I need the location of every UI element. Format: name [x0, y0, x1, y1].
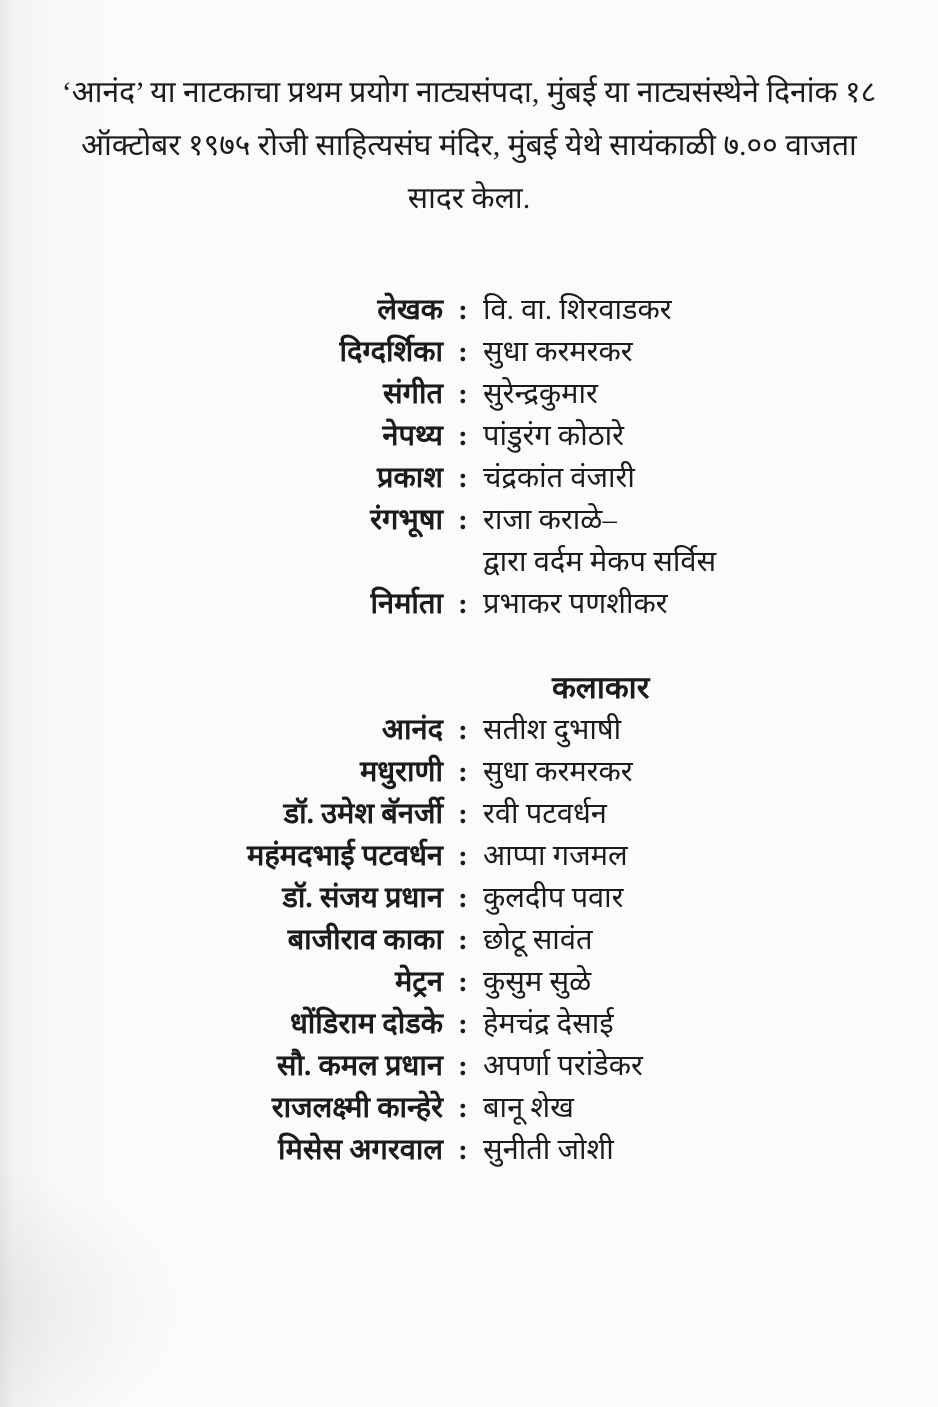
credit-role-label: प्रकाश [376, 462, 443, 494]
cast-character-label: आनंद [381, 714, 443, 746]
cast-row [0, 1045, 938, 1087]
colon-separator: : [458, 462, 468, 494]
cast-actor-name: रवी पटवर्धन [483, 798, 607, 830]
colon-separator: : [458, 1008, 468, 1040]
colon-separator: : [458, 420, 468, 452]
credit-row [0, 457, 938, 499]
cast-heading: कलाकार [552, 670, 650, 705]
cast-actor-name: सतीश दुभाषी [483, 714, 622, 746]
cast-row [0, 1003, 938, 1045]
cast-character-label: महंमदभाई पटवर्धन [246, 840, 443, 872]
cast-row [0, 877, 938, 919]
credit-person-name: द्वारा वर्दम मेकप सर्विस [483, 546, 717, 578]
colon-separator: : [458, 840, 468, 872]
colon-separator: : [458, 714, 468, 746]
credit-person-name: वि. वा. शिरवाडकर [483, 294, 672, 326]
credit-role-label: निर्माता [370, 588, 443, 620]
credit-row [0, 373, 938, 415]
intro-paragraph: ‘आनंद’ या नाटकाचा प्रथम प्रयोग नाट्यसंपदा, मुंबई या नाट्यसंस्थेने दिनांक १८ ऑक्टोबर १९७५ रोजी साहित्यसंघ मंदिर, मुंबई येथे सायंकाळी ७.०० वाजता सादर केला. [61, 76, 877, 215]
cast-list [0, 709, 938, 1171]
cast-row [0, 1129, 938, 1171]
cast-section [0, 667, 938, 709]
cast-character-label: राजलक्ष्मी कान्हेरे [271, 1092, 443, 1124]
cast-actor-name: सुनीती जोशी [483, 1134, 614, 1166]
cast-character-label: मिसेस अगरवाल [278, 1134, 443, 1166]
credit-role-label: संगीत [383, 378, 443, 410]
production-credits-list [0, 289, 938, 625]
cast-row [0, 709, 938, 751]
credit-row [0, 289, 938, 331]
colon-separator: : [458, 882, 468, 914]
cast-character-label: डॉ. संजय प्रधान [282, 882, 443, 914]
credit-person-name: प्रभाकर पणशीकर [483, 588, 668, 620]
credit-role-label: लेखक [377, 294, 443, 326]
cast-character-label: बाजीराव काका [287, 924, 443, 956]
cast-row [0, 919, 938, 961]
credit-person-name: चंद्रकांत वंजारी [483, 462, 635, 494]
colon-separator: : [458, 336, 468, 368]
colon-separator: : [458, 294, 468, 326]
cast-character-label: सौ. कमल प्रधान [276, 1050, 443, 1082]
credit-row [0, 331, 938, 373]
credit-person-name: सुधा करमरकर [483, 336, 633, 368]
cast-actor-name: हेमचंद्र देसाई [483, 1008, 614, 1040]
credit-row-continuation [0, 541, 938, 583]
credit-role-label: रंगभूषा [370, 504, 443, 536]
credit-row [0, 583, 938, 625]
colon-separator: : [458, 1050, 468, 1082]
credit-row [0, 415, 938, 457]
credit-person-name: पांडुरंग कोठारे [483, 420, 624, 452]
cast-actor-name: सुधा करमरकर [483, 756, 633, 788]
colon-separator: : [458, 1134, 468, 1166]
cast-character-label: डॉ. उमेश बॅनर्जी [283, 798, 443, 830]
cast-character-label: मेट्रन [394, 966, 443, 998]
credit-person-name: सुरेन्द्रकुमार [483, 378, 598, 410]
cast-actor-name: आप्पा गजमल [483, 840, 628, 872]
cast-character-label: धोंडिराम दोडके [289, 1008, 443, 1040]
cast-row [0, 793, 938, 835]
colon-separator: : [458, 756, 468, 788]
colon-separator: : [458, 966, 468, 998]
credit-row [0, 499, 938, 541]
colon-separator: : [458, 378, 468, 410]
cast-actor-name: अपर्णा परांडेकर [483, 1050, 643, 1082]
cast-character-label: मधुराणी [359, 756, 443, 788]
cast-row [0, 961, 938, 1003]
colon-separator: : [458, 588, 468, 620]
cast-actor-name: कुलदीप पवार [483, 882, 624, 914]
cast-row [0, 751, 938, 793]
cast-row [0, 835, 938, 877]
credit-person-name: राजा कराळे– [483, 504, 617, 536]
credit-role-label: दिग्दर्शिका [339, 336, 443, 368]
colon-separator: : [458, 798, 468, 830]
cast-actor-name: बानू शेख [483, 1092, 574, 1124]
colon-separator: : [458, 1092, 468, 1124]
cast-actor-name: कुसुम सुळे [483, 966, 592, 998]
credit-role-label: नेपथ्य [382, 420, 443, 452]
cast-row [0, 1087, 938, 1129]
colon-separator: : [458, 504, 468, 536]
colon-separator: : [458, 924, 468, 956]
cast-actor-name: छोटू सावंत [483, 924, 593, 956]
